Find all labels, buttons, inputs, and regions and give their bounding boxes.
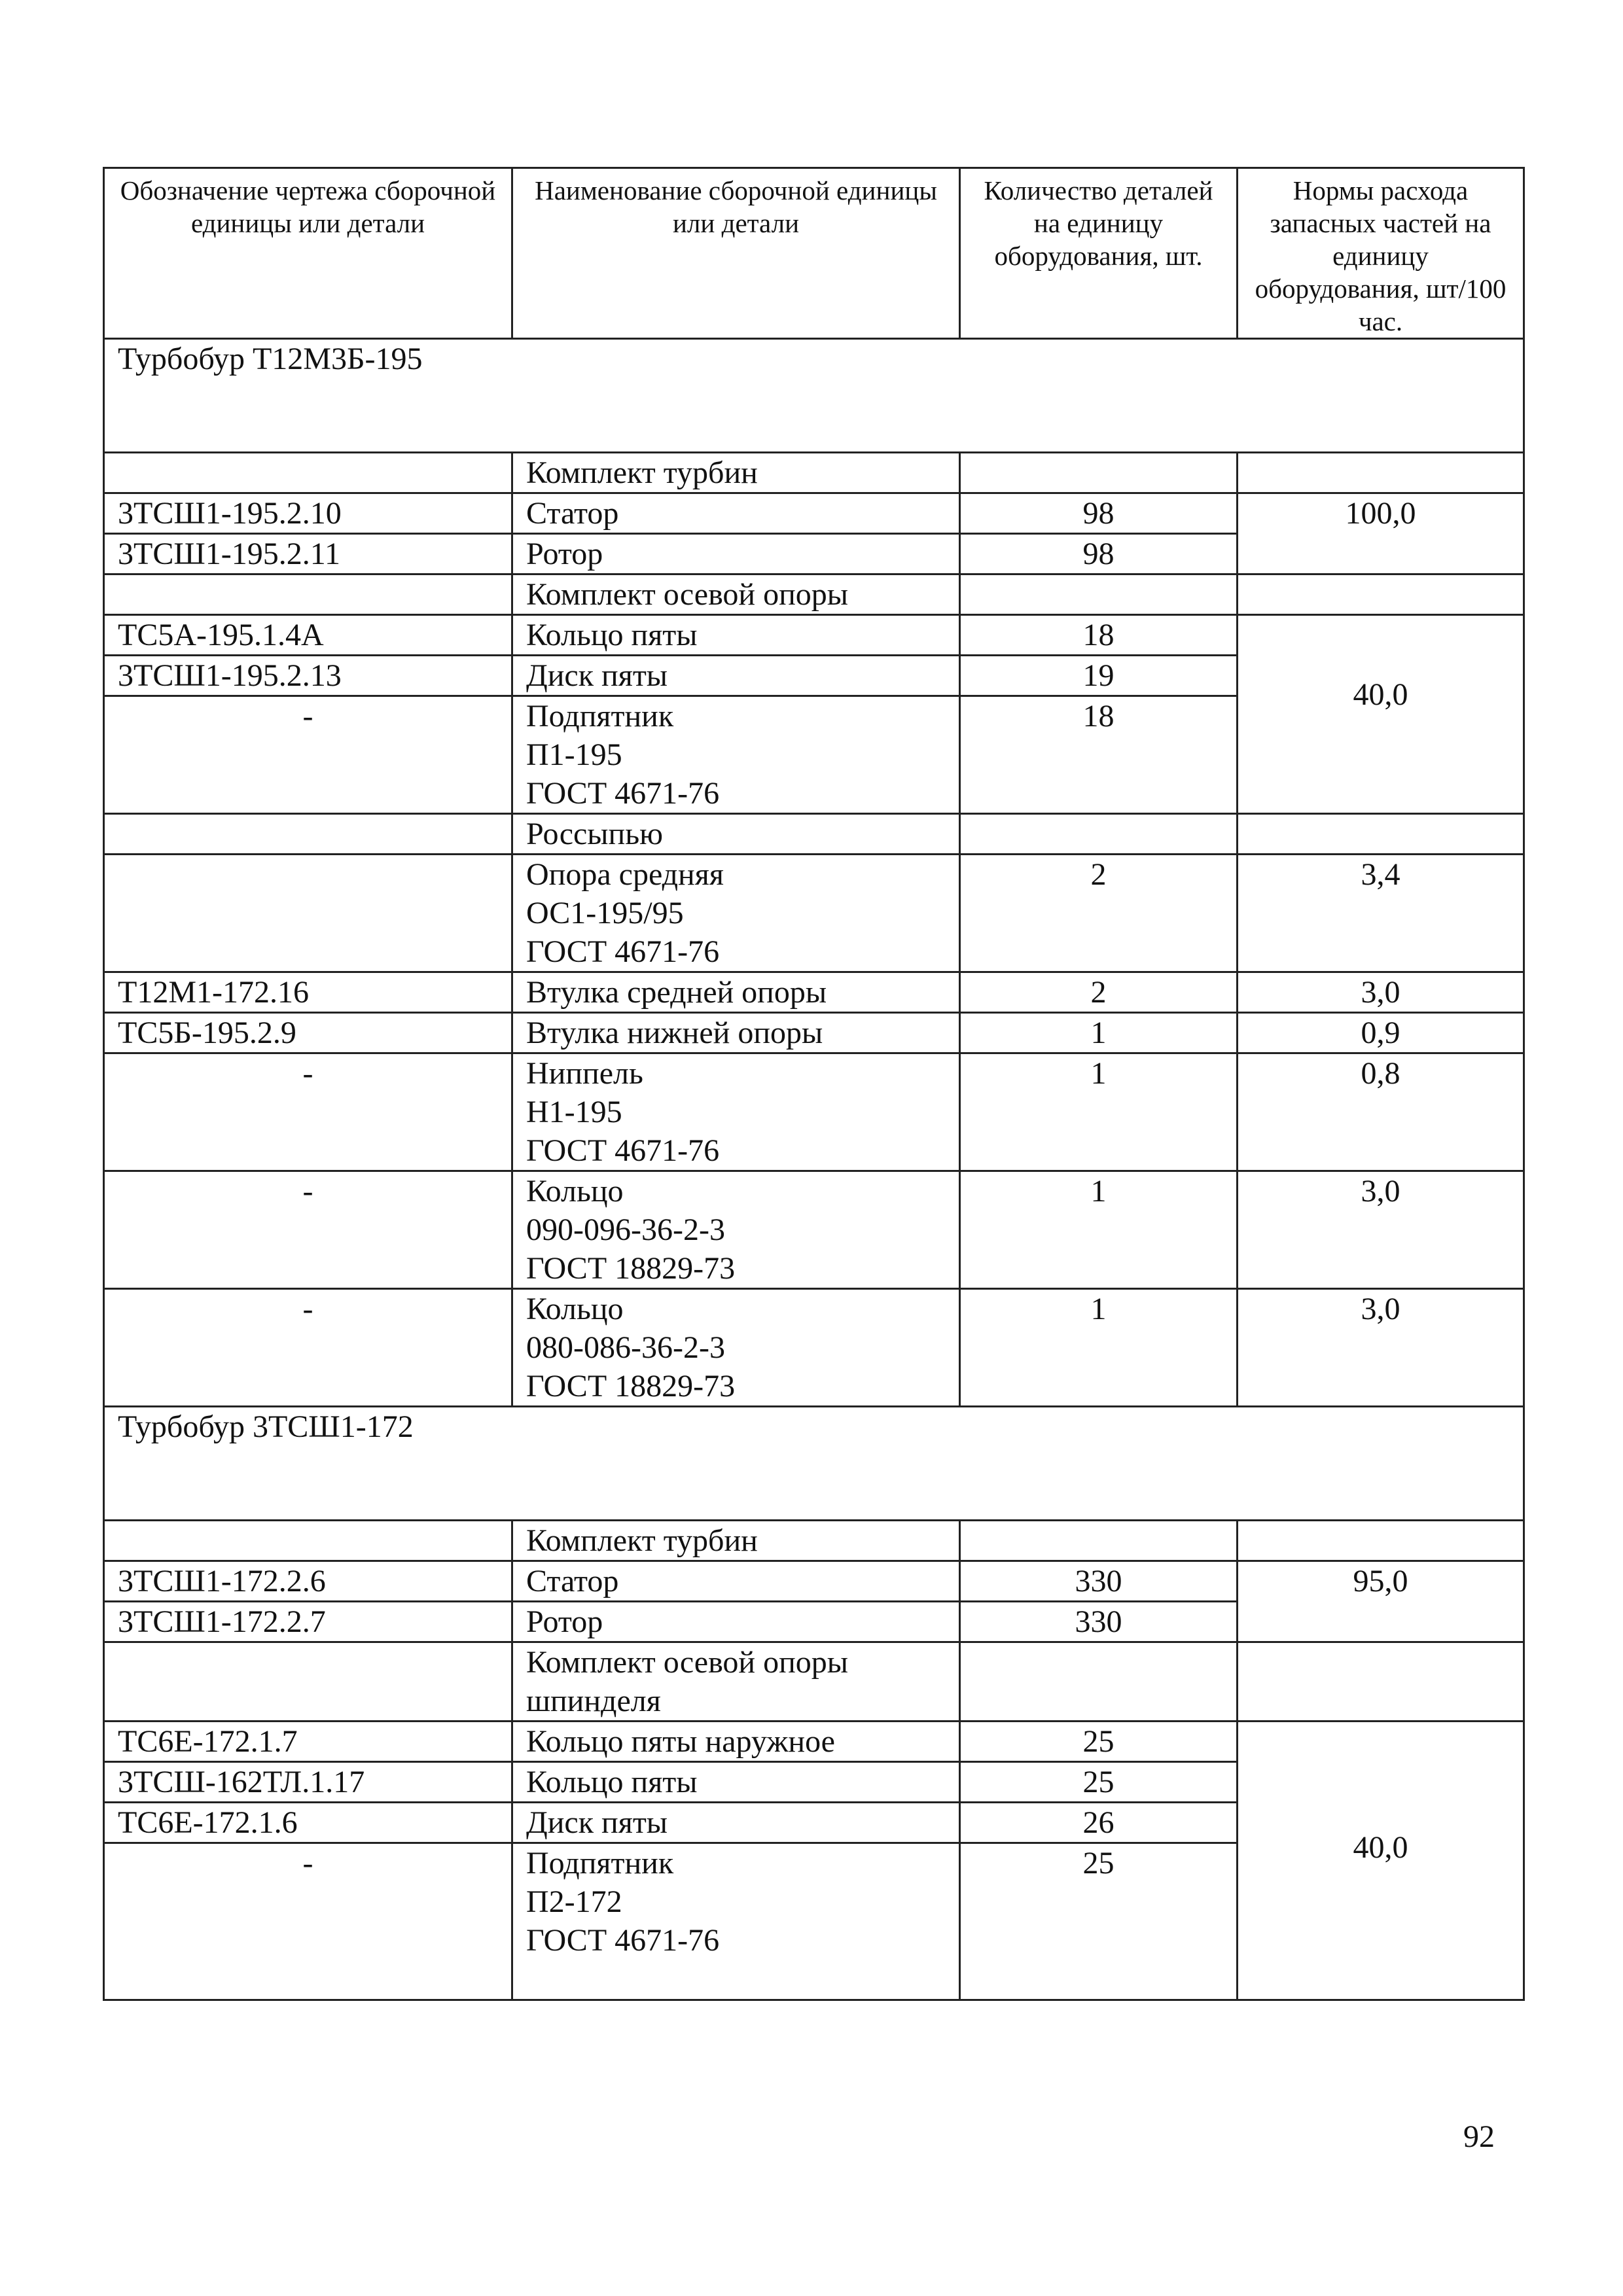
- table-row: [104, 453, 1524, 493]
- part-code: ТС5А-195.1.4А: [104, 615, 512, 656]
- part-name-line: 090-096-36-2-3: [526, 1212, 725, 1247]
- part-name-line: Подпятник: [526, 1846, 674, 1881]
- page-number: 92: [1463, 2119, 1495, 2154]
- part-name-line: шпинделя: [526, 1684, 661, 1718]
- part-name: Втулка нижней опоры: [512, 1013, 960, 1053]
- table-row: [104, 1561, 1524, 1602]
- part-norm: 3,0: [1238, 1289, 1524, 1407]
- part-name: [512, 855, 960, 972]
- part-norm: 40,0: [1238, 1722, 1524, 2000]
- part-name: Комплект турбин: [512, 1521, 960, 1561]
- part-quantity: 2: [960, 972, 1238, 1013]
- part-name: Втулка средней опоры: [512, 972, 960, 1013]
- part-name: [512, 1642, 960, 1722]
- table-row: [104, 615, 1524, 656]
- part-code: 3ТСШ1-195.2.13: [104, 656, 512, 696]
- part-name-line: ГОСТ 4671-76: [526, 776, 720, 811]
- table-row: [104, 972, 1524, 1013]
- part-code: ТС5Б-195.2.9: [104, 1013, 512, 1053]
- table-row: [104, 1289, 1524, 1407]
- part-name-line: Ниппель: [526, 1056, 643, 1091]
- part-name-line: П2-172: [526, 1884, 622, 1919]
- part-quantity: 19: [960, 656, 1238, 696]
- part-norm: 0,9: [1238, 1013, 1524, 1053]
- spare-parts-table: [103, 167, 1525, 2001]
- part-code: 3ТСШ1-172.2.7: [104, 1602, 512, 1642]
- part-name-line: Н1-195: [526, 1095, 622, 1129]
- part-norm: 0,8: [1238, 1053, 1524, 1171]
- part-code: -: [104, 1289, 512, 1407]
- part-name-line: ГОСТ 4671-76: [526, 1133, 720, 1168]
- part-name-line: ГОСТ 4671-76: [526, 934, 720, 969]
- part-name: Ротор: [512, 534, 960, 574]
- part-quantity: 18: [960, 615, 1238, 656]
- part-name-line: Опора средняя: [526, 857, 724, 892]
- part-name: Россыпью: [512, 814, 960, 855]
- part-quantity: 1: [960, 1053, 1238, 1171]
- table-row: [104, 574, 1524, 615]
- part-norm: 95,0: [1238, 1561, 1524, 1642]
- part-code: 3ТСШ1-195.2.11: [104, 534, 512, 574]
- part-norm: 40,0: [1238, 615, 1524, 814]
- part-code: 3ТСШ-162ТЛ.1.17: [104, 1762, 512, 1803]
- part-name-line: П1-195: [526, 737, 622, 772]
- section-title-row: [104, 339, 1524, 453]
- section-title: Турбобур Т12М3Б-195: [104, 339, 1524, 453]
- part-name: [512, 1289, 960, 1407]
- part-quantity: 98: [960, 534, 1238, 574]
- part-quantity: 25: [960, 1722, 1238, 1762]
- part-code: -: [104, 1171, 512, 1289]
- part-quantity: 1: [960, 1013, 1238, 1053]
- table-row: [104, 1722, 1524, 1762]
- header-drawing-code: Обозначение чертежа сборочной единицы или детали: [104, 168, 512, 339]
- part-quantity: 2: [960, 855, 1238, 972]
- part-quantity: 330: [960, 1561, 1238, 1602]
- part-name: [512, 1843, 960, 2000]
- part-code: -: [104, 1053, 512, 1171]
- header-name: Наименование сборочной единицы или детали: [512, 168, 960, 339]
- part-name: Диск пяты: [512, 656, 960, 696]
- table-row: [104, 814, 1524, 855]
- part-code: -: [104, 1843, 512, 2000]
- part-name: Статор: [512, 493, 960, 534]
- part-quantity: 25: [960, 1843, 1238, 2000]
- part-name-line: ОС1-195/95: [526, 896, 684, 930]
- part-code: 3ТСШ1-172.2.6: [104, 1561, 512, 1602]
- part-norm: 3,0: [1238, 1171, 1524, 1289]
- part-name: Кольцо пяты: [512, 615, 960, 656]
- part-code: ТС6Е-172.1.7: [104, 1722, 512, 1762]
- part-norm: 3,0: [1238, 972, 1524, 1013]
- part-name-line: ГОСТ 4671-76: [526, 1923, 720, 1958]
- part-quantity: 18: [960, 696, 1238, 814]
- section-title: Турбобур 3ТСШ1-172: [104, 1407, 1524, 1521]
- part-name-line: Комплект осевой опоры: [526, 1645, 849, 1680]
- part-code: ТС6Е-172.1.6: [104, 1803, 512, 1843]
- header-row: [104, 168, 1524, 339]
- part-quantity: 330: [960, 1602, 1238, 1642]
- part-name-line: ГОСТ 18829-73: [526, 1251, 736, 1286]
- part-quantity: 26: [960, 1803, 1238, 1843]
- part-name-line: Подпятник: [526, 699, 674, 733]
- part-name-line: Кольцо: [526, 1174, 624, 1209]
- section-title-row: [104, 1407, 1524, 1521]
- part-name-line: ГОСТ 18829-73: [526, 1369, 736, 1404]
- part-code: 3ТСШ1-195.2.10: [104, 493, 512, 534]
- table-row: [104, 1171, 1524, 1289]
- part-name: Комплект осевой опоры: [512, 574, 960, 615]
- part-name: Диск пяты: [512, 1803, 960, 1843]
- header-quantity: Количество деталей на единицу оборудования, шт.: [960, 168, 1238, 339]
- table-row: [104, 855, 1524, 972]
- part-name: [512, 696, 960, 814]
- part-name: [512, 1171, 960, 1289]
- part-quantity: 1: [960, 1171, 1238, 1289]
- part-code: Т12М1-172.16: [104, 972, 512, 1013]
- part-name-line: 080-086-36-2-3: [526, 1330, 725, 1365]
- part-norm: 3,4: [1238, 855, 1524, 972]
- table-row: [104, 1642, 1524, 1722]
- table-row: [104, 1053, 1524, 1171]
- part-name: Кольцо пяты: [512, 1762, 960, 1803]
- part-quantity: 1: [960, 1289, 1238, 1407]
- table-row: [104, 1013, 1524, 1053]
- part-name: Ротор: [512, 1602, 960, 1642]
- part-quantity: 25: [960, 1762, 1238, 1803]
- part-norm: 100,0: [1238, 493, 1524, 574]
- part-name: Статор: [512, 1561, 960, 1602]
- part-name: Комплект турбин: [512, 453, 960, 493]
- part-quantity: 98: [960, 493, 1238, 534]
- header-consumption-norm: Нормы расхода запасных частей на единицу оборудования, шт/100 час.: [1238, 168, 1524, 339]
- part-name: Кольцо пяты наружное: [512, 1722, 960, 1762]
- table-row: [104, 1521, 1524, 1561]
- table-row: [104, 493, 1524, 534]
- part-name-line: Кольцо: [526, 1292, 624, 1326]
- part-name: [512, 1053, 960, 1171]
- part-code: -: [104, 696, 512, 814]
